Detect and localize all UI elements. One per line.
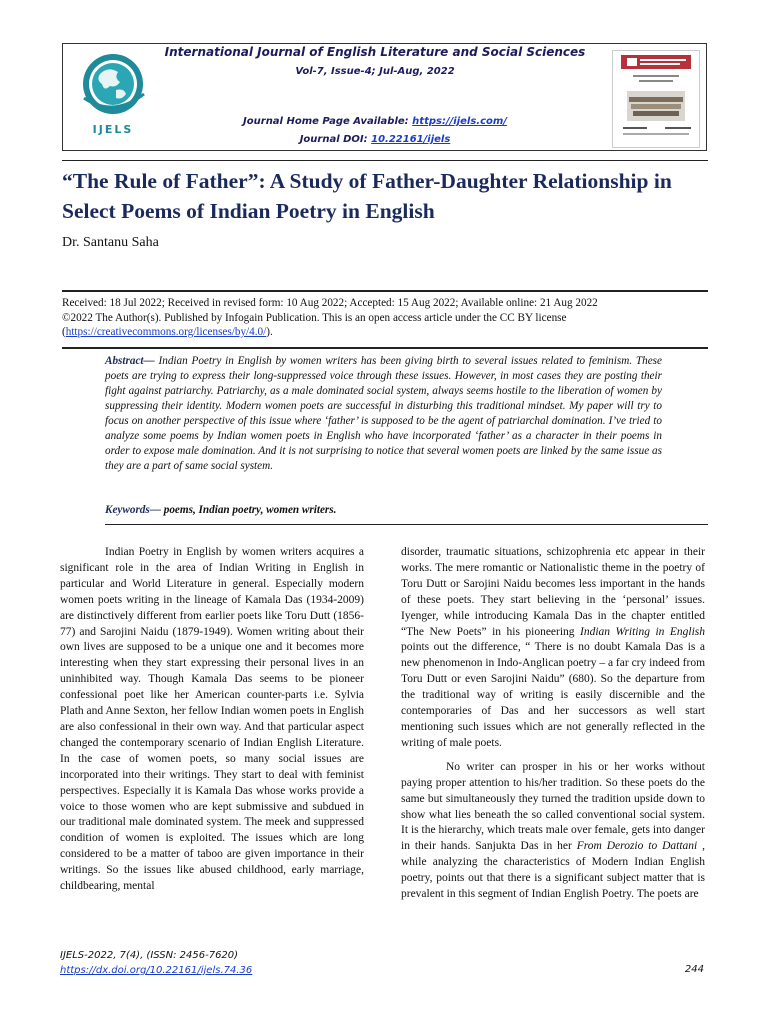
keywords [105, 504, 662, 516]
abstract-text: Indian Poetry in English by women writers has been giving birth to several issues related to feminism. These poets are trying to express their long-suppressed voice through these issues. However, in most cases they are posting their fight against patriarchy. Patriarchy, as a male dominated social system, always seems hostile to the liberation of women by suppressing their identity. Modern women poets are successful in disturbing this traditional mindset. My paper will try to focus on another perspective of this issue where ‘father’ is supposed to be the agent of patriarchal domination. I’ve tried to analyze some poems by Indian women poets in English who have incorporated ‘father’ as a character in their poems in order to expose male domination. And it is not surprising to notice that several women poets are linked by the same issue as they are a part of same social system. [105, 355, 662, 472]
footer-citation [60, 948, 252, 978]
publication-info [62, 296, 708, 340]
journal-title: International Journal of English Literature and Social Sciences [164, 45, 586, 59]
body-paragraph: Indian Poetry in English by women writers acquires a significant role in the area of Indian Writing in English in particular and World Literature in general. Especially modern women poets writing in the lineage of Kamala Das (1934-2009) are distinctively different from earlier poets like Toru Dutt (1856-77) and Sarojini Naidu (1879-1949). Women writing about their own lives are supposed to be a unique one and it becomes more interesting when they start expressing their personal lives in an uninhibited way. Though Kamala Das seems to be pioneer confessional poet like her American counter-parts i.e. Sylvia Plath and Anne Sexton, her fellow Indian women poets in English are also confessional in their own way. And that particular aspect changed the contemporary scenario of Indian English Literature. In the case of women poets, so many social issues are incorporated into their writings. They start to deal with feminist perspectives. Especially it is Kamala Das whose works provide a voice to those women who are kept submissive and subdued in our traditional male dominated system. The meek and suppressed condition of women is exploited. The issues which are long considered to be a matter of taboo are given importance in their writings. So the issues like abused childhood, early marriage, childbearing, mental [60, 546, 364, 893]
article-title: “The Rule of Father”: A Study of Father-Daughter Relationship in Select Poems of Indian Poetry in English [62, 169, 672, 223]
received-dates: Received: 18 Jul 2022; Received in revised form: 10 Aug 2022; Accepted: 15 Aug 2022; Available online: 21 Aug 2022 [62, 297, 598, 309]
logo-text: IJELS [92, 123, 134, 136]
journal-volume: Vol-7, Issue-4; Jul-Aug, 2022 [295, 66, 455, 77]
body-text: points out the difference, “ There is no doubt Kamala Das is a new phenomenon in Indo-Anglican poetry – a far cry indeed from Toru Dutt or even Sarojini Naidu” (680). So the departure from the traditional way of writing is easily discernible and the contemporaries of Das and her successors as well start mentioning such issues which are not generally reflected in the writing of male poets. [401, 641, 706, 749]
body-text: disorder, traumatic situations, schizophrenia etc appear in their works. The mere romantic or Nationalistic theme in the poetry of Toru Dutt or Sarojini Naidu becomes less important in the hands of these poets. They start believing in the ‘personal’ issues. Iyenger, while introducing Kamala Das in the chapter entitled “The New Poets” in his pioneering [401, 546, 705, 638]
body-paragraph [401, 545, 705, 752]
keywords-label: Keywords— [105, 504, 161, 516]
journal-home-link[interactable]: https://ijels.com/ [412, 116, 507, 127]
header-divider [62, 160, 708, 161]
journal-doi-link[interactable]: 10.22161/ijels [371, 134, 451, 145]
body-right-column [401, 545, 705, 903]
abstract-bottom-divider [105, 524, 708, 525]
abstract-label: Abstract— [105, 355, 155, 367]
license-close: ). [266, 326, 273, 338]
body-text: No writer can prosper in his or her works without paying proper attention to his/her tradition. So these poets do the same but simultaneously they turned the tradition upside down to show what lies beneath the so called conventional social system. It is the hierarchy, which treats male over female, gets into danger in their hands. Sanjukta Das in her [401, 760, 705, 853]
body-paragraph [401, 760, 705, 903]
body-text: , while analyzing the characteristics of Modern Indian English poetry, points out that there is a significant subject matter that is prevalent in this segment of Indian English Poetry. The poets are [401, 840, 705, 901]
journal-home-line [160, 116, 590, 127]
book-title: Indian Writing in English [580, 625, 706, 638]
license-line [62, 325, 708, 340]
journal-doi-line [160, 134, 590, 145]
book-title: From Derozio to Dattani [576, 840, 698, 853]
license-open: ( [62, 326, 66, 338]
license-link[interactable]: https://creativecommons.org/licenses/by/4.0/ [65, 326, 267, 338]
body-left-column [60, 545, 364, 895]
copyright-line: ©2022 The Author(s). Published by Infogain Publication. This is an open access article under the CC BY license [62, 311, 567, 324]
page-number: 244 [684, 964, 704, 975]
footer-issn: IJELS-2022, 7(4), (ISSN: 2456-7620) [60, 950, 239, 961]
keywords-text: poems, Indian poetry, women writers. [160, 504, 337, 516]
journal-home-label: Journal Home Page Available: [243, 116, 413, 127]
article-author: Dr. Santanu Saha [62, 235, 159, 250]
journal-doi-label: Journal DOI: [299, 134, 372, 145]
dates-divider [62, 290, 708, 292]
abstract [105, 354, 662, 474]
journal-cover-image [612, 50, 700, 148]
abstract-top-divider [62, 347, 708, 349]
footer-doi-link[interactable]: https://dx.doi.org/10.22161/ijels.74.36 [60, 965, 253, 976]
ijels-logo [70, 48, 156, 138]
